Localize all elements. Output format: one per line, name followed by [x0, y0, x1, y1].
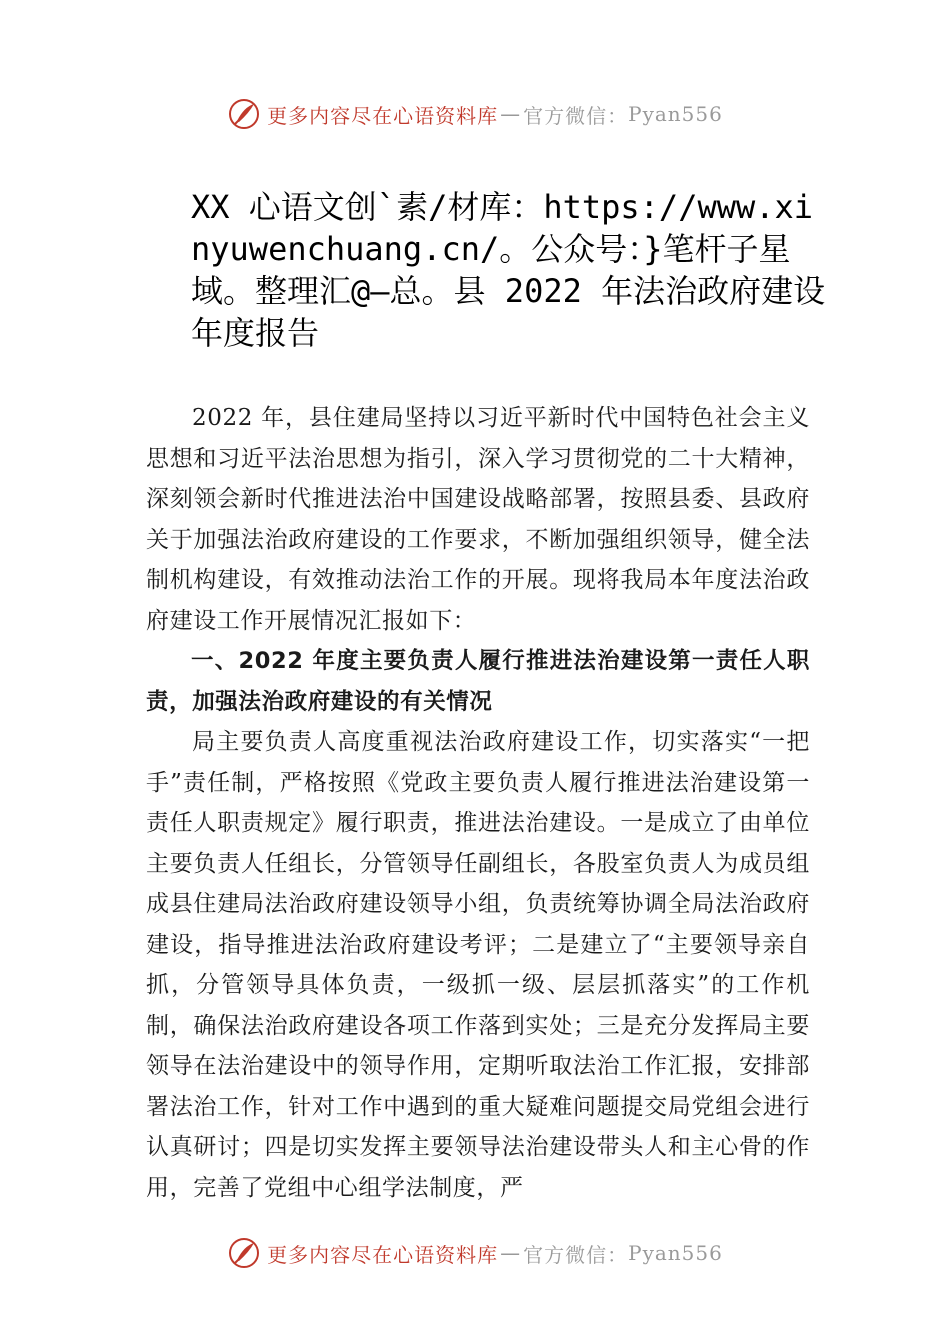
watermark-brand: 更多内容尽在心语资料库 [267, 1242, 499, 1267]
watermark-contact-label: 官方微信： [523, 1242, 629, 1267]
section-heading: 一、2022 年度主要负责人履行推进法治建设第一责任人职责，加强法治政府建设的有关情况 [146, 648, 810, 715]
document-body [146, 398, 810, 1208]
watermark-contact-id: Pyan556 [628, 1241, 723, 1265]
watermark-separator: — [500, 1241, 522, 1265]
watermark-header [0, 94, 950, 134]
watermark-contact-label: 官方微信： [523, 103, 629, 128]
intro-paragraph: 2022 年，县住建局坚持以习近平新时代中国特色社会主义思想和习近平法治思想为指引，深入学习贯彻党的二十大精神，深刻领会新时代推进法治中国建设战略部署，按照县委、县政府关于加强法治政府建设的工作要求，不断加强组织领导，健全法制机构建设，有效推动法治工作的开展。现将我局本年度法治政府建设工作开展情况汇报如下： [146, 405, 810, 634]
watermark-contact-id: Pyan556 [628, 102, 723, 126]
watermark-separator: — [500, 102, 522, 126]
watermark-footer [0, 1233, 950, 1273]
document-title: XX 心语文创`素/材库：https://www.xinyuwenchuang.cn/。公众号：}笔杆子星域。整理汇@—总。县 2022 年法治政府建设年度报告 [191, 188, 826, 352]
watermark-brand: 更多内容尽在心语资料库 [267, 103, 499, 128]
quill-seal-icon [227, 97, 261, 131]
body-paragraph: 局主要负责人高度重视法治政府建设工作，切实落实“一把手”责任制，严格按照《党政主要负责人履行推进法治建设第一责任人职责规定》履行职责，推进法治建设。一是成立了由单位主要负责人任组长，分管领导任副组长，各股室负责人为成员组成县住建局法治政府建设领导小组，负责统筹协调全局法治政府建设，指导推进法治政府建设考评；二是建立了“主要领导亲自抓，分管领导具体负责，一级抓一级、层层抓落实”的工作机制，确保法治政府建设各项工作落到实处；三是充分发挥局主要领导在法治建设中的领导作用，定期听取法治工作汇报，安排部署法治工作，针对工作中遇到的重大疑难问题提交局党组会进行认真研讨；四是切实发挥主要领导法治建设带头人和主心骨的作用，完善了党组中心组学法制度，严 [146, 729, 810, 1201]
quill-seal-icon [227, 1236, 261, 1270]
